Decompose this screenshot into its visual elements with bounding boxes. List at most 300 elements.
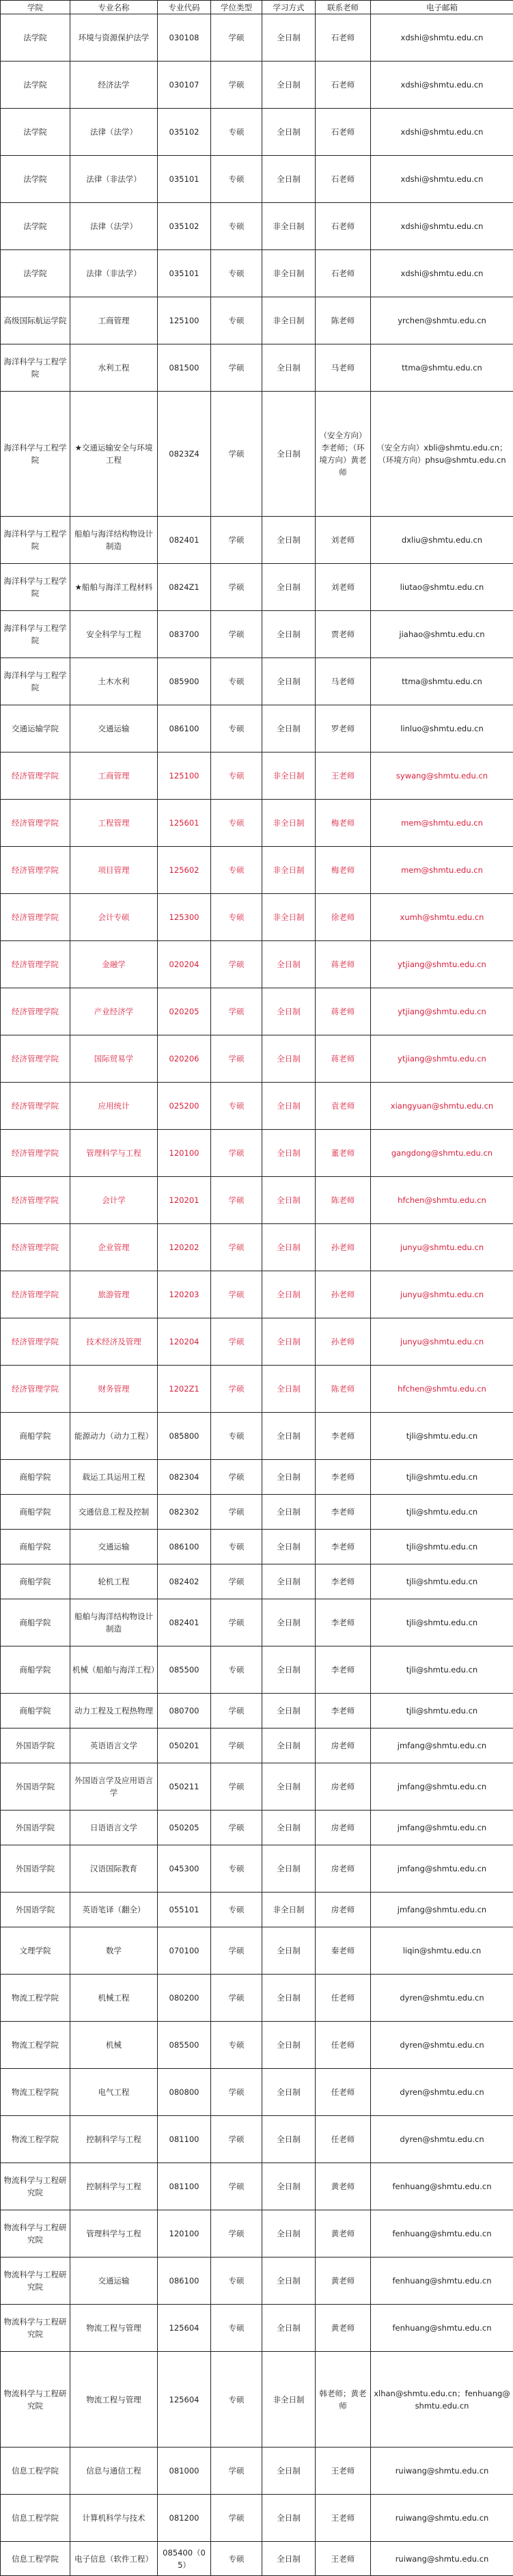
school-cell: 海洋科学与工程学院 xyxy=(1,344,70,392)
email-cell[interactable]: fenhuang@shmtu.edu.cn xyxy=(371,2163,513,2210)
contact-cell: 马老师 xyxy=(316,344,371,392)
table-row xyxy=(1,658,513,705)
email-cell[interactable]: xdshi@shmtu.edu.cn xyxy=(371,14,513,62)
school-cell: 海洋科学与工程学院 xyxy=(1,392,70,517)
email-cell[interactable]: jiahao@shmtu.edu.cn xyxy=(371,611,513,658)
email-cell[interactable]: jmfang@shmtu.edu.cn xyxy=(371,1811,513,1845)
contact-cell: 袁老师 xyxy=(316,1083,371,1130)
school-cell: 高级国际航运学院 xyxy=(1,297,70,344)
major-cell: 土木水利 xyxy=(70,658,158,705)
table-row xyxy=(1,800,513,847)
table-row xyxy=(1,1366,513,1413)
school-cell: 法学院 xyxy=(1,14,70,62)
school-cell: 外国语学院 xyxy=(1,1811,70,1845)
degree-cell: 专硕 xyxy=(211,2542,262,2576)
email-cell[interactable]: yrchen@shmtu.edu.cn xyxy=(371,297,513,344)
table-row xyxy=(1,297,513,344)
mode-cell: 全日制 xyxy=(262,156,316,203)
mode-cell: 全日制 xyxy=(262,1763,316,1811)
email-cell[interactable]: liqin@shmtu.edu.cn xyxy=(371,1927,513,1975)
email-cell[interactable]: jmfang@shmtu.edu.cn xyxy=(371,1763,513,1811)
school-cell: 商船学院 xyxy=(1,1646,70,1694)
email-cell[interactable]: xdshi@shmtu.edu.cn xyxy=(371,109,513,156)
major-cell: 机械 xyxy=(70,2022,158,2069)
table-row xyxy=(1,1646,513,1694)
degree-cell: 学硕 xyxy=(211,2069,262,2116)
school-cell: 商船学院 xyxy=(1,1460,70,1495)
code-cell: 081500 xyxy=(158,344,211,392)
contact-cell: 黄老师 xyxy=(316,2163,371,2210)
table-row xyxy=(1,1271,513,1318)
school-cell: 经济管理学院 xyxy=(1,1035,70,1083)
degree-cell: 学硕 xyxy=(211,1271,262,1318)
email-cell[interactable]: liutao@shmtu.edu.cn xyxy=(371,564,513,611)
email-cell[interactable]: fenhuang@shmtu.edu.cn xyxy=(371,2258,513,2305)
major-cell: 技术经济及管理 xyxy=(70,1318,158,1366)
mode-cell: 全日制 xyxy=(262,2258,316,2305)
code-cell: 035101 xyxy=(158,250,211,297)
email-cell[interactable]: xumh@shmtu.edu.cn xyxy=(371,894,513,941)
email-cell[interactable]: sywang@shmtu.edu.cn xyxy=(371,753,513,800)
code-cell: 050201 xyxy=(158,1728,211,1763)
table-row xyxy=(1,2116,513,2163)
code-cell: 080700 xyxy=(158,1694,211,1728)
email-cell[interactable]: junyu@shmtu.edu.cn xyxy=(371,1318,513,1366)
major-cell: 交通运输 xyxy=(70,705,158,753)
major-cell: 交通运输 xyxy=(70,2258,158,2305)
contact-cell: 孙老师 xyxy=(316,1224,371,1271)
contact-cell: 王老师 xyxy=(316,2542,371,2576)
email-cell[interactable]: xlhan@shmtu.edu.cn；fenhuang@shmtu.edu.cn xyxy=(371,2352,513,2448)
col-header-major: 专业名称 xyxy=(70,1,158,14)
degree-cell: 学硕 xyxy=(211,2163,262,2210)
major-cell: 物流工程与管理 xyxy=(70,2305,158,2352)
degree-cell: 学硕 xyxy=(211,62,262,109)
email-cell[interactable]: tjli@shmtu.edu.cn xyxy=(371,1694,513,1728)
email-cell[interactable]: gangdong@shmtu.edu.cn xyxy=(371,1130,513,1177)
code-cell: 086100 xyxy=(158,2258,211,2305)
mode-cell: 非全日制 xyxy=(262,1893,316,1927)
table-row xyxy=(1,1224,513,1271)
degree-cell: 学硕 xyxy=(211,1495,262,1530)
table-row xyxy=(1,2163,513,2210)
mode-cell: 全日制 xyxy=(262,2163,316,2210)
school-cell: 经济管理学院 xyxy=(1,894,70,941)
code-cell: 081200 xyxy=(158,2495,211,2542)
degree-cell: 学硕 xyxy=(211,1811,262,1845)
school-cell: 海洋科学与工程学院 xyxy=(1,564,70,611)
contact-cell: 李老师 xyxy=(316,1564,371,1599)
school-cell: 经济管理学院 xyxy=(1,847,70,894)
major-cell: 电气工程 xyxy=(70,2069,158,2116)
email-cell[interactable]: xdshi@shmtu.edu.cn xyxy=(371,250,513,297)
mode-cell: 全日制 xyxy=(262,1495,316,1530)
mode-cell: 全日制 xyxy=(262,1530,316,1564)
contact-cell: 董老师 xyxy=(316,1130,371,1177)
major-cell: 金融学 xyxy=(70,941,158,988)
table-row xyxy=(1,62,513,109)
degree-cell: 专硕 xyxy=(211,2305,262,2352)
contact-cell: 陈老师 xyxy=(316,1366,371,1413)
code-cell: 086100 xyxy=(158,705,211,753)
degree-cell: 专硕 xyxy=(211,2352,262,2448)
school-cell: 物流科学与工程研究院 xyxy=(1,2352,70,2448)
degree-cell: 专硕 xyxy=(211,1893,262,1927)
major-cell: ★交通运输安全与环境工程 xyxy=(70,392,158,517)
email-cell[interactable]: fenhuang@shmtu.edu.cn xyxy=(371,2210,513,2258)
mode-cell: 全日制 xyxy=(262,1318,316,1366)
contact-cell: 陈老师 xyxy=(316,297,371,344)
contact-cell: 李老师 xyxy=(316,1530,371,1564)
code-cell: 081100 xyxy=(158,2163,211,2210)
email-cell[interactable]: junyu@shmtu.edu.cn xyxy=(371,1224,513,1271)
school-cell: 交通运输学院 xyxy=(1,705,70,753)
degree-cell: 学硕 xyxy=(211,1564,262,1599)
major-cell: 应用统计 xyxy=(70,1083,158,1130)
mode-cell: 全日制 xyxy=(262,1728,316,1763)
mode-cell: 全日制 xyxy=(262,1366,316,1413)
table-row xyxy=(1,564,513,611)
mode-cell: 全日制 xyxy=(262,1460,316,1495)
code-cell: 125604 xyxy=(158,2352,211,2448)
school-cell: 物流工程学院 xyxy=(1,2116,70,2163)
major-cell: 英语笔译（翻全） xyxy=(70,1893,158,1927)
mode-cell: 非全日制 xyxy=(262,753,316,800)
email-cell[interactable]: ytjiang@shmtu.edu.cn xyxy=(371,988,513,1035)
contact-cell: 石老师 xyxy=(316,62,371,109)
degree-cell: 专硕 xyxy=(211,109,262,156)
school-cell: 信息工程学院 xyxy=(1,2495,70,2542)
email-cell[interactable]: jmfang@shmtu.edu.cn xyxy=(371,1893,513,1927)
email-cell[interactable]: xdshi@shmtu.edu.cn xyxy=(371,203,513,250)
email-cell[interactable]: ruiwang@shmtu.edu.cn xyxy=(371,2448,513,2495)
table-row xyxy=(1,156,513,203)
table-row xyxy=(1,1130,513,1177)
degree-cell: 学硕 xyxy=(211,1927,262,1975)
email-cell[interactable]: ttma@shmtu.edu.cn xyxy=(371,658,513,705)
degree-cell: 学硕 xyxy=(211,1177,262,1224)
email-cell[interactable]: jmfang@shmtu.edu.cn xyxy=(371,1845,513,1893)
mode-cell: 全日制 xyxy=(262,1564,316,1599)
email-cell[interactable]: jmfang@shmtu.edu.cn xyxy=(371,1728,513,1763)
code-cell: 0823Z4 xyxy=(158,392,211,517)
email-cell[interactable]: hfchen@shmtu.edu.cn xyxy=(371,1177,513,1224)
mode-cell: 全日制 xyxy=(262,1845,316,1893)
major-cell: 工程管理 xyxy=(70,800,158,847)
contact-cell: 任老师 xyxy=(316,2022,371,2069)
email-cell[interactable]: dyren@shmtu.edu.cn xyxy=(371,2116,513,2163)
degree-cell: 学硕 xyxy=(211,1224,262,1271)
mode-cell: 全日制 xyxy=(262,611,316,658)
school-cell: 信息工程学院 xyxy=(1,2448,70,2495)
email-cell[interactable]: tjli@shmtu.edu.cn xyxy=(371,1599,513,1646)
email-cell[interactable]: linluo@shmtu.edu.cn xyxy=(371,705,513,753)
code-cell: 020204 xyxy=(158,941,211,988)
email-cell[interactable]: tjli@shmtu.edu.cn xyxy=(371,1530,513,1564)
major-cell: 会计专硕 xyxy=(70,894,158,941)
contact-cell: 任老师 xyxy=(316,2116,371,2163)
table-row xyxy=(1,1599,513,1646)
mode-cell: 全日制 xyxy=(262,1083,316,1130)
code-cell: 120204 xyxy=(158,1318,211,1366)
school-cell: 法学院 xyxy=(1,250,70,297)
contact-cell: 黄老师 xyxy=(316,2210,371,2258)
contact-cell: 韩老师；黄老师 xyxy=(316,2352,371,2448)
mode-cell: 全日制 xyxy=(262,1811,316,1845)
school-cell: 文理学院 xyxy=(1,1927,70,1975)
major-cell: 汉语国际教育 xyxy=(70,1845,158,1893)
school-cell: 经济管理学院 xyxy=(1,1366,70,1413)
contact-cell: 马老师 xyxy=(316,658,371,705)
mode-cell: 全日制 xyxy=(262,1599,316,1646)
major-cell: ★船舶与海洋工程材料 xyxy=(70,564,158,611)
school-cell: 物流科学与工程研究院 xyxy=(1,2258,70,2305)
degree-cell: 专硕 xyxy=(211,203,262,250)
email-cell[interactable]: ruiwang@shmtu.edu.cn xyxy=(371,2542,513,2576)
email-cell[interactable]: fenhuang@shmtu.edu.cn xyxy=(371,2305,513,2352)
contact-cell: 石老师 xyxy=(316,156,371,203)
mode-cell: 全日制 xyxy=(262,62,316,109)
table-row xyxy=(1,988,513,1035)
email-cell[interactable]: xdshi@shmtu.edu.cn xyxy=(371,62,513,109)
degree-cell: 专硕 xyxy=(211,297,262,344)
mode-cell: 非全日制 xyxy=(262,250,316,297)
contact-cell: 黄老师 xyxy=(316,2258,371,2305)
contact-cell: 孙老师 xyxy=(316,1318,371,1366)
table-row xyxy=(1,2210,513,2258)
col-header-email: 电子邮箱 xyxy=(371,1,513,14)
school-cell: 法学院 xyxy=(1,156,70,203)
code-cell: 080800 xyxy=(158,2069,211,2116)
school-cell: 经济管理学院 xyxy=(1,1318,70,1366)
degree-cell: 学硕 xyxy=(211,1728,262,1763)
school-cell: 经济管理学院 xyxy=(1,1271,70,1318)
degree-cell: 专硕 xyxy=(211,658,262,705)
table-row xyxy=(1,1927,513,1975)
major-cell: 计算机科学与技术 xyxy=(70,2495,158,2542)
code-cell: 020206 xyxy=(158,1035,211,1083)
mode-cell: 全日制 xyxy=(262,2542,316,2576)
email-cell[interactable]: （安全方向）xbli@shmtu.edu.cn；（环境方向）phsu@shmtu.edu.cn xyxy=(371,392,513,517)
code-cell: 025200 xyxy=(158,1083,211,1130)
header-row xyxy=(1,1,513,14)
major-cell: 法律（非法学） xyxy=(70,156,158,203)
contact-cell: 房老师 xyxy=(316,1845,371,1893)
degree-cell: 学硕 xyxy=(211,1035,262,1083)
degree-cell: 学硕 xyxy=(211,941,262,988)
degree-cell: 学硕 xyxy=(211,988,262,1035)
major-cell: 船舶与海洋结构物设计制造 xyxy=(70,517,158,564)
degree-cell: 学硕 xyxy=(211,1975,262,2022)
email-cell[interactable]: ytjiang@shmtu.edu.cn xyxy=(371,1035,513,1083)
contact-cell: 石老师 xyxy=(316,203,371,250)
col-header-mode: 学习方式 xyxy=(262,1,316,14)
email-cell[interactable]: dyren@shmtu.edu.cn xyxy=(371,2022,513,2069)
email-cell[interactable]: ruiwang@shmtu.edu.cn xyxy=(371,2495,513,2542)
degree-cell: 学硕 xyxy=(211,611,262,658)
code-cell: 120201 xyxy=(158,1177,211,1224)
code-cell: 030107 xyxy=(158,62,211,109)
code-cell: 085400（05） xyxy=(158,2542,211,2576)
code-cell: 125601 xyxy=(158,800,211,847)
email-cell[interactable]: ttma@shmtu.edu.cn xyxy=(371,344,513,392)
email-cell[interactable]: tjli@shmtu.edu.cn xyxy=(371,1495,513,1530)
mode-cell: 全日制 xyxy=(262,1271,316,1318)
email-cell[interactable]: ytjiang@shmtu.edu.cn xyxy=(371,941,513,988)
email-cell[interactable]: hfchen@shmtu.edu.cn xyxy=(371,1366,513,1413)
major-cell: 管理科学与工程 xyxy=(70,1130,158,1177)
contact-cell: 李老师 xyxy=(316,1460,371,1495)
table-row xyxy=(1,705,513,753)
code-cell: 081000 xyxy=(158,2448,211,2495)
email-cell[interactable]: xdshi@shmtu.edu.cn xyxy=(371,156,513,203)
major-cell: 法律（法学） xyxy=(70,109,158,156)
mode-cell: 全日制 xyxy=(262,2305,316,2352)
code-cell: 085900 xyxy=(158,658,211,705)
school-cell: 经济管理学院 xyxy=(1,1130,70,1177)
contact-cell: 贾老师 xyxy=(316,611,371,658)
degree-cell: 学硕 xyxy=(211,1763,262,1811)
code-cell: 020205 xyxy=(158,988,211,1035)
contact-cell: 黄老师 xyxy=(316,2305,371,2352)
code-cell: 082401 xyxy=(158,517,211,564)
table-row xyxy=(1,1763,513,1811)
email-cell[interactable]: tjli@shmtu.edu.cn xyxy=(371,1413,513,1460)
degree-cell: 专硕 xyxy=(211,1413,262,1460)
degree-cell: 学硕 xyxy=(211,1599,262,1646)
code-cell: 125602 xyxy=(158,847,211,894)
table-row xyxy=(1,1318,513,1366)
table-row xyxy=(1,2022,513,2069)
major-cell: 载运工具运用工程 xyxy=(70,1460,158,1495)
mode-cell: 全日制 xyxy=(262,1224,316,1271)
school-cell: 经济管理学院 xyxy=(1,800,70,847)
degree-cell: 专硕 xyxy=(211,156,262,203)
contact-cell: 罗老师 xyxy=(316,705,371,753)
school-cell: 海洋科学与工程学院 xyxy=(1,611,70,658)
email-cell[interactable]: tjli@shmtu.edu.cn xyxy=(371,1460,513,1495)
email-cell[interactable]: tjli@shmtu.edu.cn xyxy=(371,1564,513,1599)
contact-cell: 秦老师 xyxy=(316,1927,371,1975)
contact-cell: （安全方向）李老师；（环境方向）黄老师 xyxy=(316,392,371,517)
code-cell: 035101 xyxy=(158,156,211,203)
code-cell: 082302 xyxy=(158,1495,211,1530)
code-cell: 125100 xyxy=(158,753,211,800)
code-cell: 086100 xyxy=(158,1530,211,1564)
email-cell[interactable]: dxliu@shmtu.edu.cn xyxy=(371,517,513,564)
mode-cell: 非全日制 xyxy=(262,894,316,941)
school-cell: 物流工程学院 xyxy=(1,2022,70,2069)
mode-cell: 全日制 xyxy=(262,1975,316,2022)
degree-cell: 专硕 xyxy=(211,1083,262,1130)
mode-cell: 全日制 xyxy=(262,14,316,62)
mode-cell: 全日制 xyxy=(262,2448,316,2495)
code-cell: 120100 xyxy=(158,1130,211,1177)
code-cell: 045300 xyxy=(158,1845,211,1893)
major-cell: 交通运输 xyxy=(70,1530,158,1564)
table-row xyxy=(1,1975,513,2022)
degree-cell: 学硕 xyxy=(211,1318,262,1366)
major-cell: 安全科学与工程 xyxy=(70,611,158,658)
mode-cell: 全日制 xyxy=(262,988,316,1035)
table-row xyxy=(1,2258,513,2305)
major-cell: 机械工程 xyxy=(70,1975,158,2022)
table-row xyxy=(1,1460,513,1495)
major-cell: 交通信息工程及控制 xyxy=(70,1495,158,1530)
major-cell: 控制科学与工程 xyxy=(70,2116,158,2163)
code-cell: 125604 xyxy=(158,2305,211,2352)
table-row xyxy=(1,2305,513,2352)
table-row xyxy=(1,2448,513,2495)
major-cell: 外国语言学及应用语言学 xyxy=(70,1763,158,1811)
major-cell: 会计学 xyxy=(70,1177,158,1224)
email-cell[interactable]: dyren@shmtu.edu.cn xyxy=(371,2069,513,2116)
contact-cell: 任老师 xyxy=(316,1975,371,2022)
email-cell[interactable]: dyren@shmtu.edu.cn xyxy=(371,1975,513,2022)
mode-cell: 全日制 xyxy=(262,1130,316,1177)
major-cell: 产业经济学 xyxy=(70,988,158,1035)
email-cell[interactable]: junyu@shmtu.edu.cn xyxy=(371,1271,513,1318)
major-cell: 法律（非法学） xyxy=(70,250,158,297)
table-row xyxy=(1,1564,513,1599)
code-cell: 050211 xyxy=(158,1763,211,1811)
degree-cell: 学硕 xyxy=(211,2495,262,2542)
contact-cell: 房老师 xyxy=(316,1893,371,1927)
major-cell: 英语语言文学 xyxy=(70,1728,158,1763)
degree-cell: 学硕 xyxy=(211,2448,262,2495)
school-cell: 海洋科学与工程学院 xyxy=(1,517,70,564)
contact-cell: 房老师 xyxy=(316,1811,371,1845)
table-row xyxy=(1,1177,513,1224)
email-cell[interactable]: mem@shmtu.edu.cn xyxy=(371,800,513,847)
major-cell: 能源动力（动力工程） xyxy=(70,1413,158,1460)
email-cell[interactable]: tjli@shmtu.edu.cn xyxy=(371,1646,513,1694)
major-cell: 旅游管理 xyxy=(70,1271,158,1318)
school-cell: 法学院 xyxy=(1,62,70,109)
code-cell: 0824Z1 xyxy=(158,564,211,611)
code-cell: 1202Z1 xyxy=(158,1366,211,1413)
school-cell: 经济管理学院 xyxy=(1,988,70,1035)
degree-cell: 学硕 xyxy=(211,1130,262,1177)
mode-cell: 全日制 xyxy=(262,705,316,753)
contact-cell: 王老师 xyxy=(316,2495,371,2542)
mode-cell: 全日制 xyxy=(262,344,316,392)
degree-cell: 学硕 xyxy=(211,14,262,62)
table-row xyxy=(1,1694,513,1728)
major-cell: 机械（船舶与海洋工程） xyxy=(70,1646,158,1694)
code-cell: 125100 xyxy=(158,297,211,344)
table-row xyxy=(1,1728,513,1763)
major-cell: 财务管理 xyxy=(70,1366,158,1413)
table-row xyxy=(1,1413,513,1460)
degree-cell: 专硕 xyxy=(211,705,262,753)
contact-cell: 陈老师 xyxy=(316,1177,371,1224)
email-cell[interactable]: mem@shmtu.edu.cn xyxy=(371,847,513,894)
mode-cell: 全日制 xyxy=(262,658,316,705)
school-cell: 商船学院 xyxy=(1,1694,70,1728)
table-row xyxy=(1,392,513,517)
contact-cell: 蒋老师 xyxy=(316,941,371,988)
contact-cell: 徐老师 xyxy=(316,894,371,941)
school-cell: 物流科学与工程研究院 xyxy=(1,2210,70,2258)
email-cell[interactable]: xiangyuan@shmtu.edu.cn xyxy=(371,1083,513,1130)
school-cell: 商船学院 xyxy=(1,1564,70,1599)
major-cell: 船舶与海洋结构物设计制造 xyxy=(70,1599,158,1646)
mode-cell: 全日制 xyxy=(262,392,316,517)
degree-cell: 专硕 xyxy=(211,894,262,941)
mode-cell: 全日制 xyxy=(262,1927,316,1975)
major-cell: 工商管理 xyxy=(70,753,158,800)
